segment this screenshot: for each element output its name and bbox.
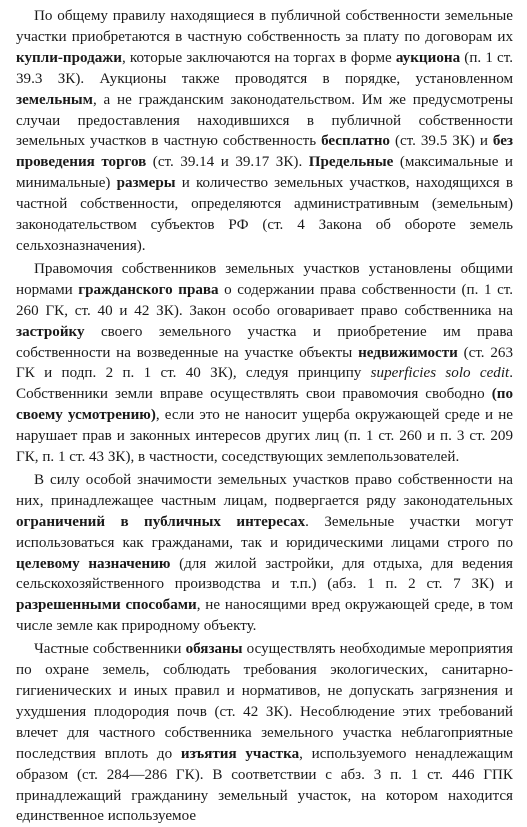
paragraph-4 bbox=[16, 639, 513, 827]
text-run: своего земельного участка и приобретение им права собственности на возведенные на участке объекты bbox=[16, 323, 513, 361]
text-run: . Собственники земли вправе осуществлять свои правомочия свободно bbox=[16, 365, 513, 403]
paragraph-3 bbox=[16, 470, 513, 637]
bold-term: обязаны bbox=[185, 641, 243, 658]
italic-term: superficies solo cedit bbox=[370, 365, 510, 382]
bold-term: целевому назначению bbox=[16, 555, 171, 572]
text-run: (максимальные и минимальные) bbox=[16, 154, 513, 192]
text-run: , а не гражданским законодательством. Им же предусмотрены случаи предоставления находившихся в публичной собственности земельных участков в частную собственность bbox=[16, 91, 513, 150]
text-run: В силу особой значимости земельных участков право собственности на них, принадлежащее частным лицам, подвергается ряду законодательных bbox=[16, 471, 513, 509]
bold-term: застройку bbox=[16, 323, 85, 340]
bold-term: купли-продажи bbox=[16, 49, 122, 66]
bold-term: изъятия участка bbox=[180, 745, 300, 762]
text-run: (п. 1 ст. 39.3 ЗК). Аукционы также проводятся в порядке, установленном bbox=[16, 49, 513, 87]
text-run: , используемого ненадлежащим образом (ст. 284—286 ГК). В соответствии с абз. 3 п. 1 ст. 446 ГПК принадлежащий гражданину земельный участок, на котором находится единственное используемое bbox=[16, 745, 514, 825]
text-run: , если это не наносит ущерба окружающей среде и не нарушает прав и законных интересов других лиц (п. 1 ст. 260 и п. 3 ст. 209 ГК, п. 1 ст. 43 ЗК), в частности, соседствующих землепользователей. bbox=[16, 407, 514, 466]
bold-term: аукциона bbox=[395, 49, 461, 66]
text-run: Правомочия собственников земельных участков установлены общими нормами bbox=[16, 260, 513, 298]
bold-term: размеры bbox=[116, 175, 176, 192]
text-run: Частные собственники bbox=[34, 641, 186, 658]
bold-term: бесплатно bbox=[321, 133, 390, 150]
text-run: По общему правилу находящиеся в публичной собственности земельные участки приобретаются в частную собственность за плату по договорам их bbox=[16, 8, 513, 45]
text-run: осуществлять необходимые мероприятия по охране земель, соблюдать требования экологических, санитарно-гигиенических и иных правил и нормативов, не допускать загрязнения и ухудшения плодородия почв (ст. 42 ЗК). Несоблюдение этих требований влечет для частного собственника земельного участка неблагоприятные последствия вплоть до bbox=[16, 641, 514, 762]
bold-term: без проведения торгов bbox=[16, 133, 513, 171]
text-run: о содержании права собственности (п. 1 ст. 260 ГК, ст. 40 и 42 ЗК). Закон особо оговаривает право собственника на bbox=[16, 281, 514, 319]
text-run: (ст. 39.14 и 39.17 ЗК). bbox=[146, 154, 309, 171]
paragraph-2 bbox=[16, 259, 513, 468]
bold-term: Предельные bbox=[308, 154, 394, 171]
bold-term: гражданского права bbox=[78, 281, 219, 298]
text-run: , не наносящими вред окружающей среде, в том числе земле как природному объекту. bbox=[16, 597, 513, 635]
bold-term: (по своему усмотрению) bbox=[16, 386, 513, 424]
paragraph-1 bbox=[16, 6, 513, 257]
bold-term: разрешенными способами bbox=[16, 597, 197, 614]
text-run: и количество земельных участков, находящихся в частной собственности, определяются административным (земельным) законодательством субъектов РФ (ст. 4 Закона об обороте земель сельхозназначения). bbox=[16, 175, 513, 254]
text-run: (для жилой застройки, для отдыха, для ведения сельскохозяйственного производства и т.п.) (абз. 1 п. 2 ст. 7 ЗК) и bbox=[16, 555, 513, 593]
text-run: (ст. 263 ГК и подп. 2 п. 1 ст. 40 ЗК), следуя принципу bbox=[16, 344, 513, 382]
bold-term: земельным bbox=[16, 91, 93, 108]
bold-term: ограничений в публичных интересах bbox=[16, 513, 306, 530]
bold-term: недвижимости bbox=[358, 344, 458, 361]
text-run: , которые заключаются на торгах в форме bbox=[121, 49, 396, 66]
text-run: (ст. 39.5 ЗК) и bbox=[389, 133, 493, 150]
text-run: . Земельные участки могут использоваться как гражданами, так и юридическими лицами строго по bbox=[16, 513, 513, 551]
